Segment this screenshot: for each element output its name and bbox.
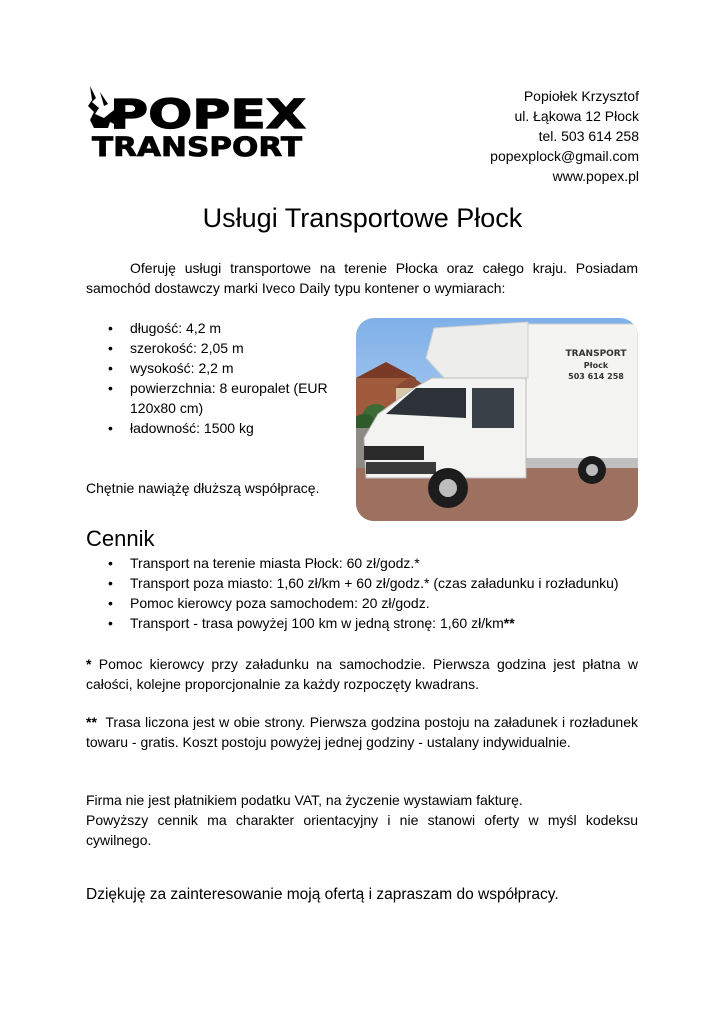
- contact-name: Popiołek Krzysztof: [523, 88, 639, 104]
- note-text: Trasa liczona jest w obie strony. Pierwsza godzina postoju na załadunek i rozładunek towaru - gratis. Koszt postoju powyżej jednej godziny - ustalany indywidualnie.: [86, 714, 642, 750]
- truck-sign-line1: TRANSPORT: [565, 349, 627, 359]
- price-item-text: Transport na terenie miasta Płock: 60 zł/godz.*: [130, 555, 420, 571]
- truck-photo: [356, 318, 638, 521]
- spec-area: • powierzchnia: 8 europalet (EUR 120x80 cm): [108, 378, 338, 418]
- note-marker: *: [86, 656, 92, 672]
- page-title: Usługi Transportowe Płock: [202, 203, 523, 233]
- vat-and-disclaimer: [86, 790, 638, 850]
- intro-paragraph: Oferuję usługi transportowe na terenie Płocka oraz całego kraju. Posiadam samochód dostawczy marki Iveco Daily typu kontener o wymiarach:: [86, 260, 638, 296]
- contact-block: [490, 86, 639, 186]
- contact-address: ul. Łąkowa 12 Płock: [514, 108, 639, 124]
- logo-graphic: [86, 84, 308, 160]
- cooperation-line: Chętnie nawiążę dłuższą współpracę.: [86, 480, 320, 496]
- logo-text-transport: TRANSPORT: [92, 132, 303, 160]
- price-item-driver-help: [108, 593, 648, 613]
- spec-width: • szerokość: 2,05 m: [108, 338, 338, 358]
- note-text: Pomoc kierowcy przy załadunku na samochodzie. Pierwsza godzina jest płatna w całości, kolejne proporcjonalnie za każdy rozpoczęty kwadrans.: [86, 656, 638, 692]
- truck-sign-line2: Płock: [583, 361, 609, 370]
- note-double-star: [86, 712, 642, 752]
- price-item-long-route: [108, 613, 648, 633]
- pricing-title: Cennik: [86, 526, 155, 551]
- spec-list: [108, 318, 338, 438]
- price-item-outside-city: [108, 573, 648, 593]
- truck-sign-line3: 503 614 258: [568, 372, 624, 381]
- contact-website: www.popex.pl: [552, 168, 639, 184]
- contact-email: popexplock@gmail.com: [490, 148, 639, 164]
- spec-payload: • ładowność: 1500 kg: [108, 418, 338, 438]
- price-item-text: Pomoc kierowcy poza samochodem: 20 zł/godz.: [130, 595, 430, 611]
- contact-phone: tel. 503 614 258: [538, 128, 639, 144]
- note-marker: **: [86, 714, 97, 730]
- price-item-suffix: **: [503, 615, 515, 631]
- price-item-city: [108, 553, 648, 573]
- disclaimer-line: Powyższy cennik ma charakter orientacyjny i nie stanowi oferty w myśl kodeksu cywilnego.: [86, 812, 638, 848]
- spec-height: • wysokość: 2,2 m: [108, 358, 338, 378]
- spec-length: • długość: 4,2 m: [108, 318, 338, 338]
- closing-line: Dziękuję za zainteresowanie moją ofertą i zapraszam do współpracy.: [86, 886, 559, 903]
- price-item-text: Transport poza miasto: 1,60 zł/km + 60 zł/godz.* (czas załadunku i rozładunku): [130, 575, 619, 591]
- logo-text-popex: POPEX: [110, 92, 307, 138]
- price-item-text: Transport - trasa powyżej 100 km w jedną stronę: 1,60 zł/km: [130, 615, 504, 631]
- vat-line: Firma nie jest płatnikiem podatku VAT, na życzenie wystawiam fakturę.: [86, 792, 523, 808]
- truck-illustration: [356, 318, 638, 521]
- popex-transport-logo: [86, 84, 308, 160]
- price-list: [108, 553, 648, 633]
- note-single-star: [86, 654, 638, 694]
